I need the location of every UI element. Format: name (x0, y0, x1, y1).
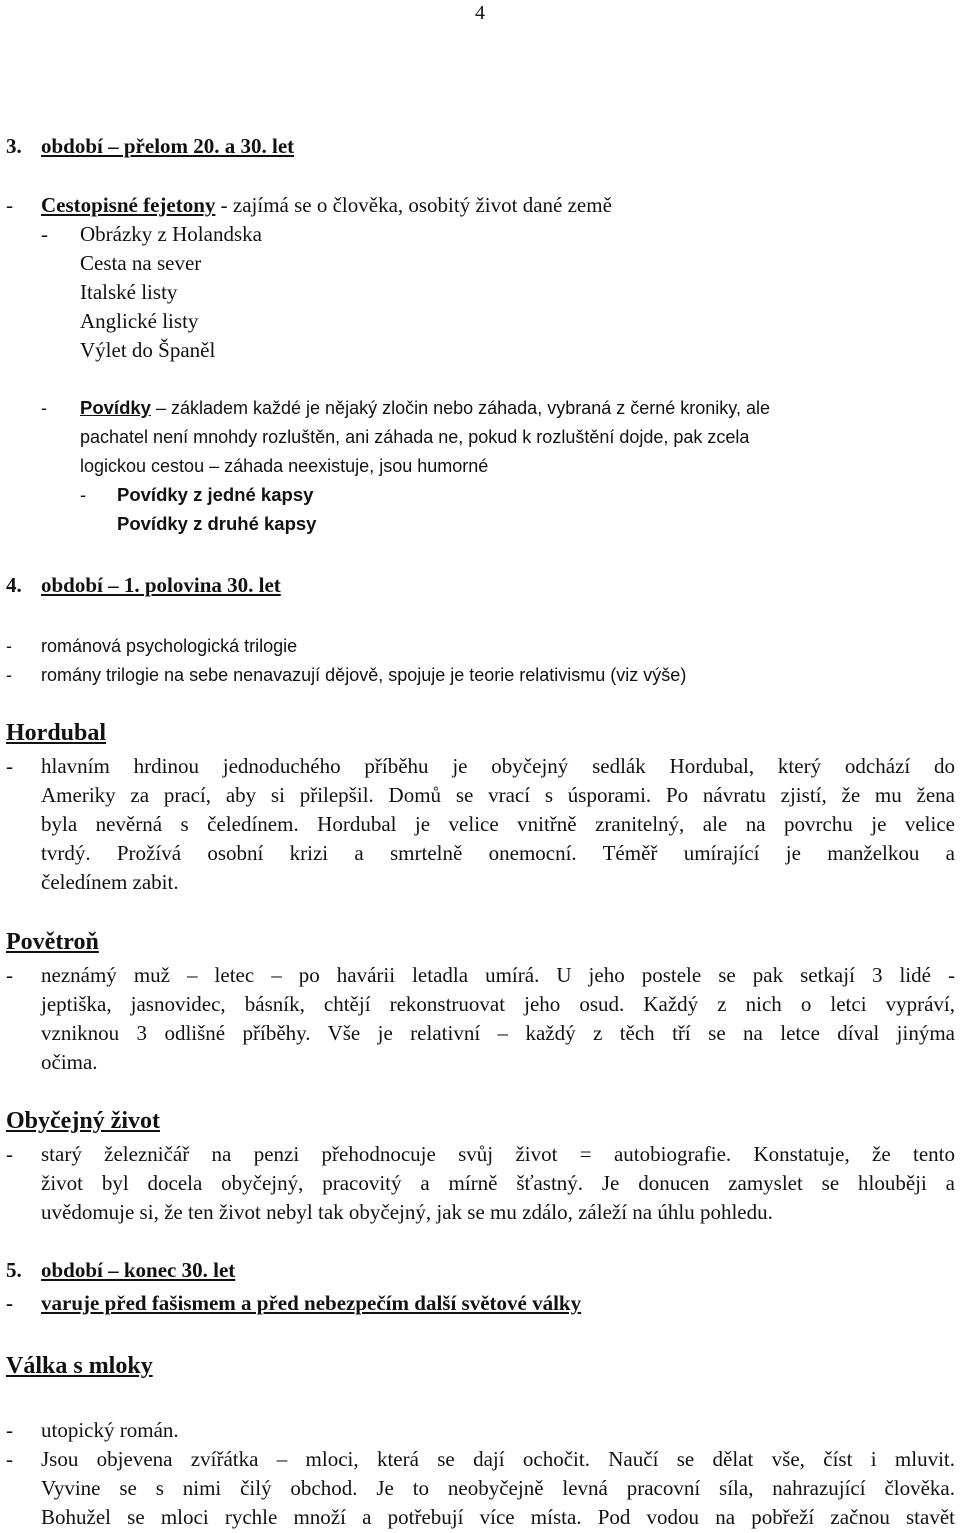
bullet-dash: - (6, 1291, 13, 1315)
cestopisne-desc: - zajímá se o člověka, osobitý život dané země (215, 193, 612, 217)
povetron-line: neznámý muž – letec – po havárii letadla umírá. U jeho postele se pak setkají 3 lidé - (41, 963, 955, 987)
povetron-line: jeptiška, jasnovidec, básník, chtějí rekonstruovat jeho osud. Každý z nich o letci vypráví, (41, 992, 955, 1016)
obycejny-line: uvědomuje si, že ten život nebyl tak obyčejný, jak se mu zdálo, záleží na úhlu pohledu. (41, 1200, 773, 1224)
bullet-dash: - (6, 1418, 13, 1442)
s5-warning-text: varuje před fašismem a před nebezpečím další světové války (41, 1291, 582, 1315)
section-4-title: období – 1. polovina 30. let (41, 573, 281, 597)
povidky-line-3: logickou cestou – záhada neexistuje, jsou humorné (80, 456, 489, 476)
bullet-dash: - (41, 222, 48, 246)
bullet-dash: - (41, 398, 47, 418)
hordubal-line: čeledínem zabit. (41, 870, 179, 894)
bullet-dash: - (6, 1447, 13, 1471)
work-item: Anglické listy (80, 309, 199, 333)
s4-text: románová psychologická trilogie (41, 636, 298, 656)
valka-title: Válka s mloky (6, 1353, 153, 1379)
bullet-dash: - (6, 665, 12, 685)
bullet-dash: - (6, 193, 13, 217)
work-item: Italské listy (80, 280, 178, 304)
bullet-dash: - (6, 1142, 13, 1166)
povidky-line-2: pachatel není mnohdy rozluštěn, ani záhada ne, pokud k rozluštění dojde, pak zcela (80, 427, 750, 447)
section-5-number: 5. (6, 1258, 22, 1282)
povetron-line: očima. (41, 1050, 98, 1074)
hordubal-line: Ameriky za prací, aby si přilepšil. Domů se vrací s úsporami. Po návratu zjistí, že mu žena (41, 783, 955, 807)
povidky-work-2: Povídky z druhé kapsy (117, 513, 317, 534)
povidky-work-title: Povídky z jedné kapsy (117, 484, 314, 505)
section-4-heading (6, 572, 281, 598)
obycejny-line: starý železničář na penzi přehodnocuje svůj život = autobiografie. Konstatuje, že tento (41, 1142, 955, 1166)
valka-genre: utopický román. (41, 1418, 179, 1442)
s4-text: romány trilogie na sebe nenavazují dějově, spojuje je teorie relativismu (viz výše) (41, 665, 687, 685)
obycejny-title: Obyčejný život (6, 1108, 160, 1134)
section-3-title: období – přelom 20. a 30. let (41, 134, 295, 158)
cestopisne-term: Cestopisné fejetony (41, 193, 216, 217)
valka-line: Jsou objevena zvířátka – mloci, která se dají ochočit. Naučí se dělat vše, číst i mluvit. (41, 1447, 955, 1471)
bullet-dash: - (6, 754, 13, 778)
page-number: 4 (475, 2, 485, 24)
section-4-number: 4. (6, 573, 22, 597)
obycejny-line: život byl docela obyčejný, pracovitý a mírně šťastný. Je donucen zamyslet se hlouběji a (41, 1171, 955, 1195)
bullet-dash: - (80, 484, 87, 505)
povetron-line: vzniknou 3 odlišné příběhy. Vše je relativní – každý z těch tří se na letce díval jinýma (41, 1021, 955, 1045)
work-item: Cesta na sever (80, 251, 202, 275)
section-3-heading (6, 133, 294, 159)
hordubal-line: hlavním hrdinou jednoduchého příběhu je obyčejný sedlák Hordubal, který odchází do (41, 754, 955, 778)
hordubal-line: tvrdý. Prožívá osobní krizi a smrtelně onemocní. Téměř umírající je manželkou a (41, 841, 955, 865)
section-5-heading (6, 1257, 235, 1283)
valka-line: Bohužel se mloci rychle množí a potřebují více místa. Pod vodou na pobřeží začnou stavět (41, 1505, 955, 1529)
povidky-term: Povídky (80, 397, 151, 418)
work-item: Výlet do Španěl (80, 338, 216, 362)
hordubal-title: Hordubal (6, 720, 107, 746)
bullet-dash: - (6, 636, 12, 656)
povidky-text: – základem každé je nějaký zločin nebo záhada, vybraná z černé kroniky, ale (150, 398, 770, 418)
section-3-number: 3. (6, 134, 22, 158)
work-item: Obrázky z Holandska (80, 222, 262, 246)
povetron-title: Povětroň (6, 929, 99, 955)
hordubal-line: byla nevěrná s čeledínem. Hordubal je velice vnitřně zranitelný, ale na povrchu je velice (41, 812, 955, 836)
bullet-dash: - (6, 963, 13, 987)
section-5-title: období – konec 30. let (41, 1258, 236, 1282)
valka-line: Vyvine se s nimi čilý obchod. Je to neobyčejně levná pracovní síla, nahrazující člověka. (41, 1476, 955, 1500)
